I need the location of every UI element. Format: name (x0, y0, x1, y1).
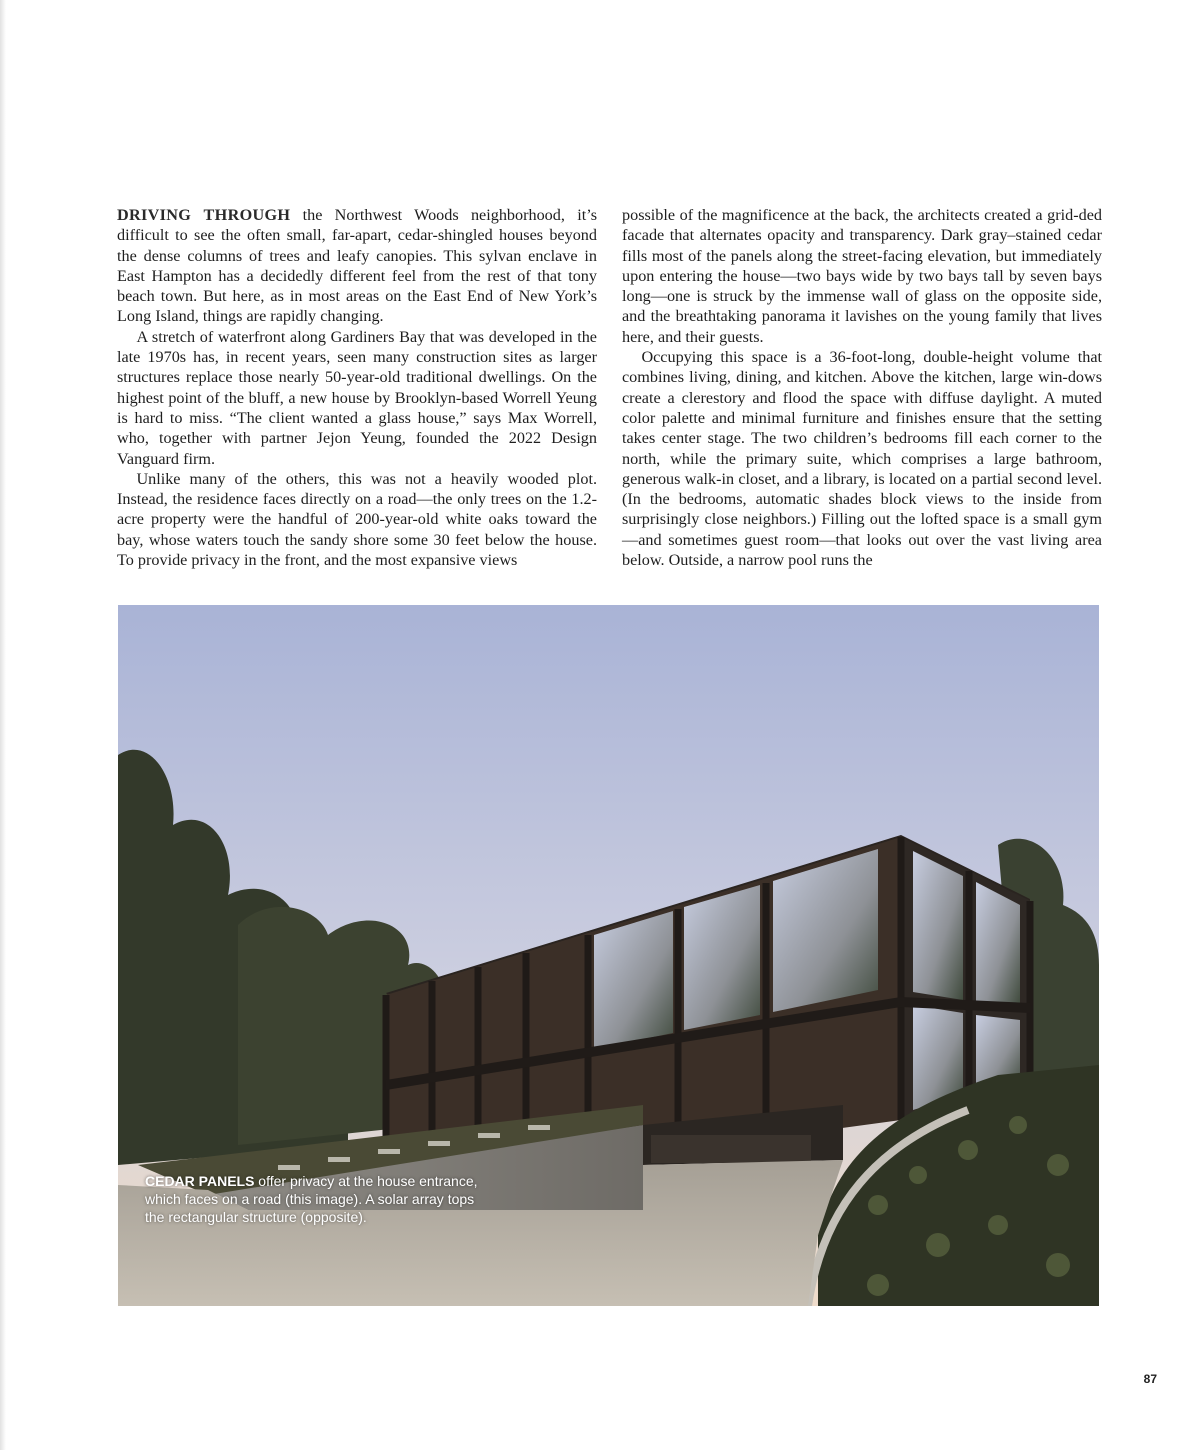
paragraph-text: the Northwest Woods neighborhood, it’s difficult to see the often small, far-apart, cedar-shingled houses beyond the dense columns of trees and leafy canopies. This sylvan enclave in East Hampton has a decidedly different feel from the rest of that tony beach town. But here, as in most areas on the East End of New York’s Long Island, things are rapidly changing. (117, 206, 597, 326)
caption-lead: CEDAR PANELS (145, 1173, 255, 1189)
caption-text: offer privacy at the house entrance, which faces on a road (this image). A solar array tops the rectangular structure (opposite). (145, 1173, 478, 1225)
article-paragraph: possible of the magnificence at the back, the architects created a grid-ded facade that alternates opacity and transparency. Dark gray–stained cedar fills most of the panels along the street-facing elevation, but immediately upon entering the house—two bays wide by two bays tall by seven bays long—one is struck by the immense wall of glass on the opposite side, and the breathtaking panorama it lavishes on the young family that lives here, and their guests. (622, 206, 1102, 346)
article-column-left (117, 205, 597, 570)
article-paragraph: Unlike many of the others, this was not a heavily wooded plot. Instead, the residence faces directly on a road—the only trees on the 1.2-acre property were the handful of 200-year-old white oaks toward the bay, whose waters touch the sandy shore some 30 feet below the house. To provide privacy in the front, and the most expansive views (117, 469, 597, 570)
article-column-right (622, 205, 1102, 570)
article-paragraph (117, 205, 597, 327)
article-paragraph: A stretch of waterfront along Gardiners Bay that was developed in the late 1970s has, in recent years, seen many construction sites as larger structures replace those nearly 50-year-old traditional dwellings. On the highest point of the bluff, a new house by Brooklyn-based Worrell Yeung is hard to miss. “The client wanted a glass house,” says Max Worrell, who, together with partner Jejon Yeung, founded the 2022 Design Vanguard firm. (117, 327, 597, 468)
page-gutter-shadow (0, 0, 6, 1450)
lead-in: DRIVING THROUGH (117, 206, 291, 224)
house-photo (118, 605, 1099, 1306)
article-paragraph: Occupying this space is a 36-foot-long, double-height volume that combines living, dining, and kitchen. Above the kitchen, large win-dows create a clerestory and flood the space with diffuse daylight. A muted color palette and minimal furniture and finishes ensure that the setting takes center stage. The two children’s bedrooms fill each corner to the north, while the primary suite, which comprises a large bathroom, generous walk-in closet, and a library, is located on a partial second level. (In the bedrooms, automatic shades block views to the inside from surprisingly close neighbors.) Filling out the lofted space is a small gym—and sometimes guest room—that looks out over the vast living area below. Outside, a narrow pool runs the (622, 348, 1102, 570)
photo-caption (145, 1172, 495, 1226)
page-number: 87 (1143, 1372, 1157, 1386)
